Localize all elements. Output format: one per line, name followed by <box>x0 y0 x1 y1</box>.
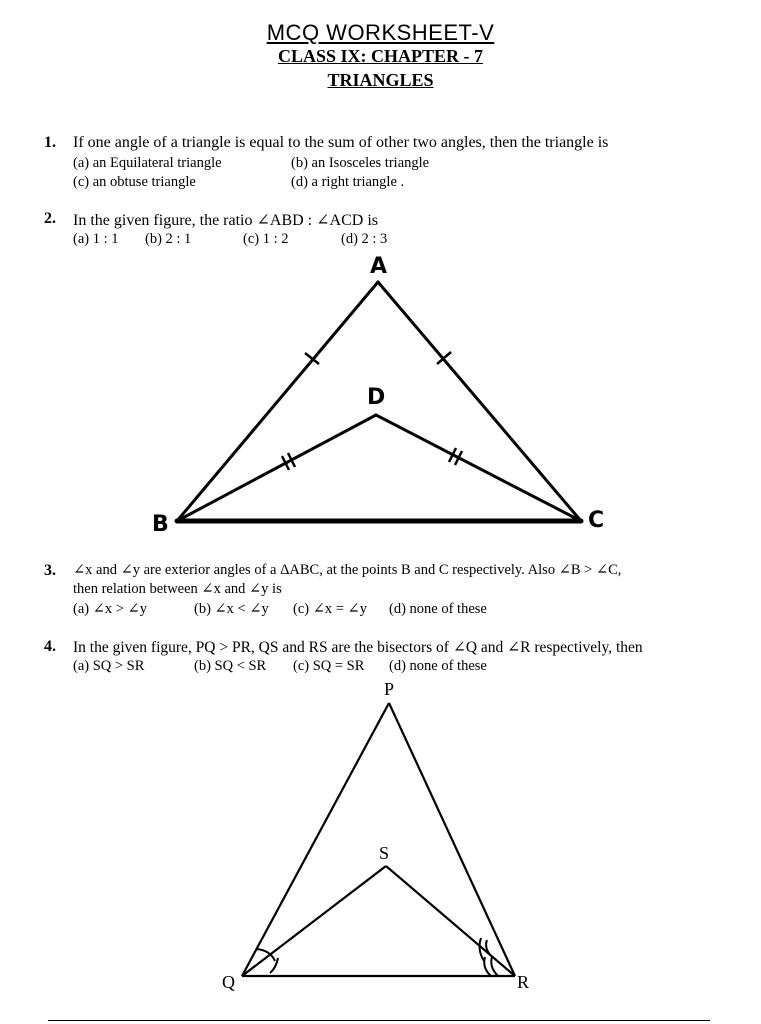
question-number: 4. <box>44 638 56 655</box>
class-chapter-heading: CLASS IX: CHAPTER - 7 <box>277 46 484 66</box>
side-pr <box>389 703 515 976</box>
option-c: (c) SQ = SR <box>293 658 365 674</box>
question-text: In the given figure, the ratio ∠ABD : ∠ACD is <box>73 212 378 229</box>
question-text: In the given figure, PQ > PR, QS and RS are the bisectors of ∠Q and ∠R respectively, then <box>73 639 643 656</box>
vertex-label-r: R <box>517 972 530 992</box>
option-c: (c) 1 : 2 <box>243 231 289 247</box>
option-a: (a) ∠x > ∠y <box>73 601 147 617</box>
option-b: (b) 2 : 1 <box>145 231 192 247</box>
option-d: (d) none of these <box>389 658 487 674</box>
option-b: (b) SQ < SR <box>194 658 267 674</box>
question-number: 1. <box>44 134 56 151</box>
angle-arc-r-1 <box>486 940 491 956</box>
vertex-label-c: C <box>588 508 605 533</box>
vertex-label-s: S <box>379 843 390 863</box>
question-text-line1: ∠x and ∠y are exterior angles of a ΔABC, at the points B and C respectively. Also ∠B > ∠C, <box>73 562 622 578</box>
worksheet-title: MCQ WORKSHEET-V <box>266 20 495 45</box>
vertex-label-p: P <box>384 679 395 699</box>
angle-arc-r-3 <box>484 957 491 976</box>
topic-heading: TRIANGLES <box>327 70 434 90</box>
option-a: (a) 1 : 1 <box>73 231 119 247</box>
bisector-qs <box>242 866 386 976</box>
option-d: (d) 2 : 3 <box>341 231 388 247</box>
option-b: (b) ∠x < ∠y <box>194 601 269 617</box>
vertex-label-q: Q <box>222 972 235 992</box>
question-text: If one angle of a triangle is equal to the sum of other two angles, then the triangle is <box>73 134 609 151</box>
question-number: 2. <box>44 210 56 227</box>
option-d: (d) none of these <box>389 601 487 617</box>
option-b: (b) an Isosceles triangle <box>291 155 430 171</box>
footer-divider <box>48 1020 710 1021</box>
option-d: (d) a right triangle . <box>291 174 405 190</box>
side-pq <box>242 703 389 976</box>
question-number: 3. <box>44 562 56 579</box>
vertex-label-d: D <box>367 385 386 410</box>
question-text-line2: then relation between ∠x and ∠y is <box>73 581 282 597</box>
option-c: (c) an obtuse triangle <box>73 174 196 190</box>
bisector-rs <box>386 866 515 976</box>
vertex-label-b: B <box>152 512 169 537</box>
option-a: (a) an Equilateral triangle <box>73 155 222 171</box>
vertex-label-a: A <box>370 254 388 279</box>
option-c: (c) ∠x = ∠y <box>293 601 367 617</box>
option-a: (a) SQ > SR <box>73 658 145 674</box>
